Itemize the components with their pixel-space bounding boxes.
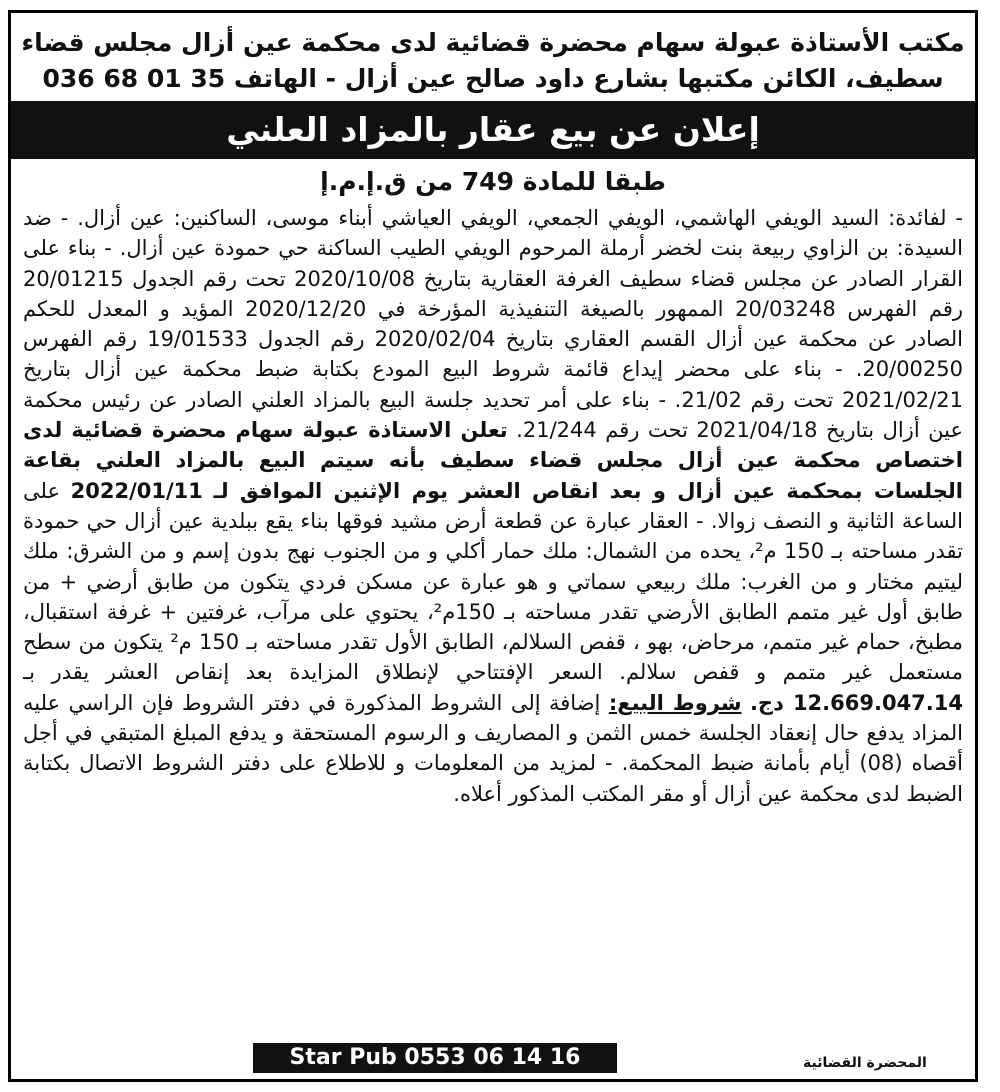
announcement-body [23, 203, 963, 809]
announcement-title: إعلان عن بيع عقار بالمزاد العلني [11, 101, 975, 159]
body-sale-conditions: إضافة إلى الشروط المذكورة في دفتر الشروط فإن الراسي عليه المزاد يدفع حال إنعقاد الجلسة خمس الثمن و المصاريف و الرسوم المستحقة و يدفع المبلغ المتبقي في أجل أقصاه (08) أيام بأمانة ضبط المحكمة. - لمزيد من المعلومات و للاطلاع على دفتر الشروط الاتصال بكتابة الضبط لدى محكمة عين أزال أو مقر المكتب المذكور أعلاه. [23, 690, 963, 806]
body-property-description: على الساعة الثانية و النصف زوالا. - العقار عبارة عن قطعة أرض مشيد فوقها بناء يقع ببلدية عين أزال حي حمودة تقدر مساحته بـ 150 م²، يحده من الشمال: ملك حمار أكلي و من الجنوب نهج بدون إسم و من الشرق: ملك ليتيم مختار و من الغرب: ملك ربيعي سماتي و هو عبارة عن مسكن فردي يتكون من طابق أرضي + من طابق أول غير متمم الطابق الأرضي تقدر مساحته بـ 150م²، يحتوي على مرآب، غرفتين + غرفة استقبال، مطبخ، حمام غير متمم، مرحاض، بهو ، قفص السلالم، الطابق الأول تقدر مساحته بـ 150 م² يتكون من سطح مستعمل غير متمم و قفص سلالم. السعر الإفتتاحي لإنطلاق المزايدة بعد إنقاص العشر يقدر بـ [23, 478, 963, 685]
footer [11, 1043, 975, 1073]
body-sale-notice: تعلن الاستاذة عبولة سهام محضرة قضائية لدى اختصاص محكمة عين أزال مجلس قضاء سطيف بأنه سيتم البيع بالمزاد العلني بقاعة الجلسات بمحكمة عين أزال و بعد انقاص العشر يوم الإثنين الموافق لـ [23, 418, 963, 503]
sale-conditions-label: شروط البيع: [608, 690, 742, 715]
legal-article-subtitle: طبقا للمادة 749 من ق.إ.م.إ [320, 167, 666, 196]
office-header-line-2: سطيف، الكائن مكتبها بشارع داود صالح عين أزال - الهاتف 35 01 68 036 [42, 64, 944, 93]
signature-label: المحضرة القضائية [803, 1055, 927, 1071]
opening-price: 12.669.047.14 دج. [749, 690, 963, 715]
publisher-banner: Star Pub 0553 06 14 16 [253, 1043, 617, 1073]
body-paragraph-parties: - لفائدة: السيد الويفي الهاشمي، الويفي الجمعي، الويفي العياشي أبناء موسى، الساكنين: عين أزال. - ضد السيدة: بن الزاوي ربيعة بنت لخضر أرملة المرحوم الويفي الطيب الساكنة حي حمودة عين أزال. - بناء على القرار الصادر عن مجلس قضاء سطيف الغرفة العقارية بتاريخ 2020/10/08 تحت رقم الجدول 20/01215 رقم الفهرس 20/03248 الممهور بالصيغة التنفيذية المؤرخة في 2020/12/20 المؤيد و المعدل للحكم الصادر عن محكمة عين أزال القسم العقاري بتاريخ 2020/02/04 رقم الجدول 19/01533 رقم الفهرس 20/00250. - بناء على محضر إيداع قائمة شروط البيع المودع بكتابة ضبط محكمة عين أزال بتاريخ 2021/02/21 تحت رقم 21/02. - بناء على أمر تحديد جلسة البيع بالمزاد العلني الصادر عن رئيس محكمة عين أزال بتاريخ 2021/04/18 تحت رقم 21/244. [23, 206, 964, 443]
office-header-line-1: مكتب الأستاذة عبولة سهام محضرة قضائية لدى محكمة عين أزال مجلس قضاء [21, 28, 965, 57]
announcement-frame [8, 10, 978, 1082]
sale-date: 2022/01/11 [70, 478, 203, 503]
